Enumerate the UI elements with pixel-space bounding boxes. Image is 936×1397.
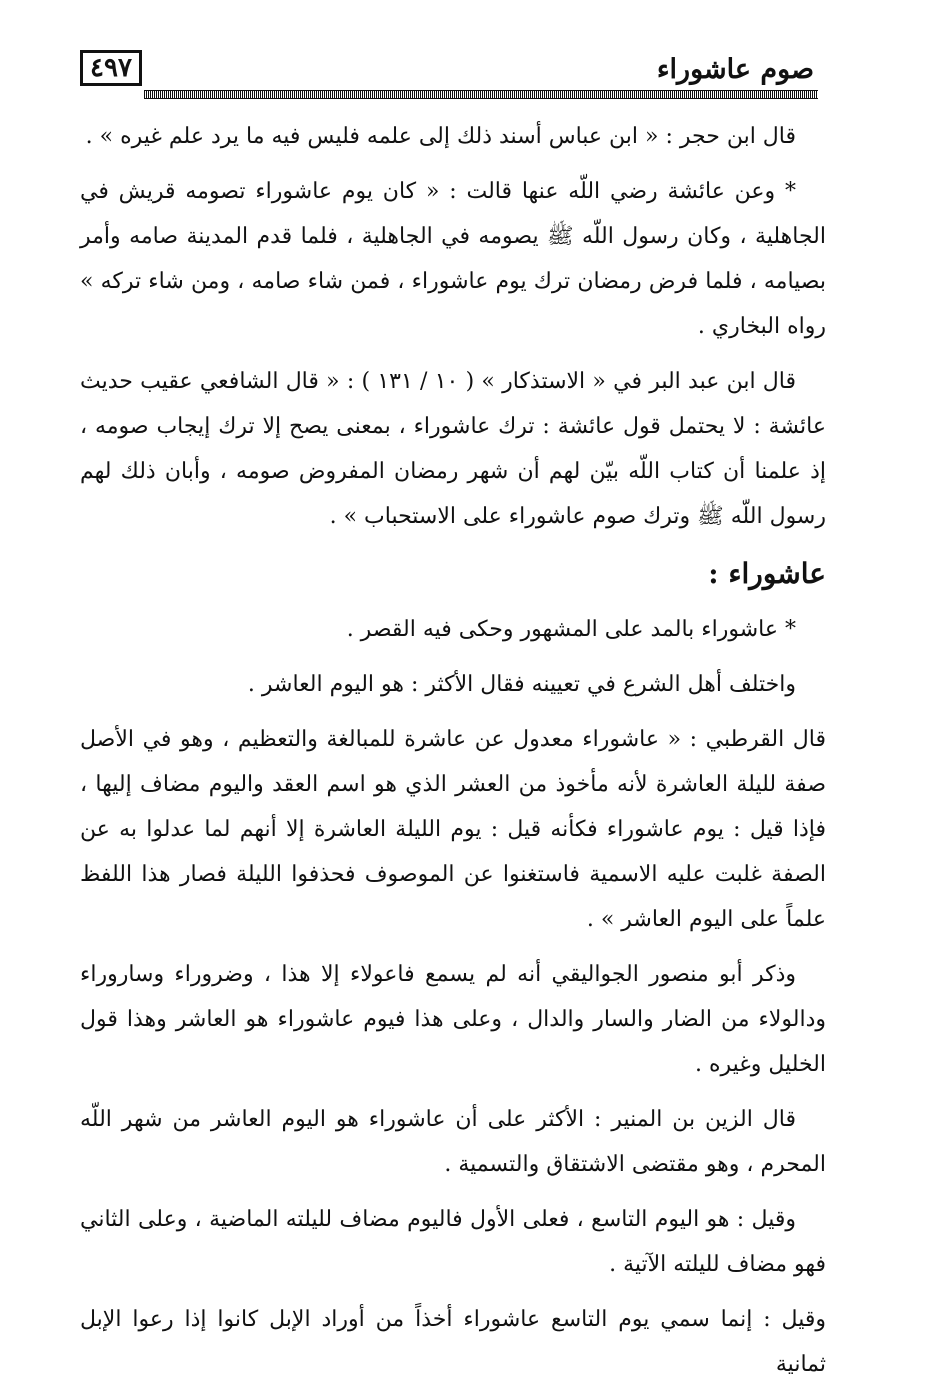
- paragraph-text: وقيل : إنما سمي يوم التاسع عاشوراء أخذاً من أوراد الإبل كانوا إذا رعوا الإبل ثمانية: [80, 1307, 827, 1377]
- running-title: صوم عاشوراء: [656, 54, 814, 85]
- paragraph-text: قال ابن حجر : « ابن عباس أسند ذلك إلى علمه فليس فيه ما يرد علم غيره » .: [85, 124, 796, 149]
- paragraph-text: واختلف أهل الشرع في تعيينه فقال الأكثر : هو اليوم العاشر .: [247, 672, 796, 697]
- paragraph-ikhtilaf: [80, 662, 826, 707]
- paragraph-awrad: [80, 1297, 826, 1387]
- paragraph-jawaliqi: [80, 952, 826, 1087]
- paragraph-text: * وعن عائشة رضي اللّه عنها قالت : « كان يوم عاشوراء تصومه قريش في الجاهلية ، وكان رسول اللّه ﷺ يصومه في الجاهلية ، فلما قدم المدينة صامه وأمر بصيامه ، فلما فرض رمضان ترك يوم عاشوراء ، فمن شاء صامه ، ومن شاء تركه » رواه البخاري .: [80, 179, 826, 339]
- paragraph-tasi: [80, 1197, 826, 1287]
- paragraph-text: قال الزين بن المنير : الأكثر على أن عاشوراء هو اليوم العاشر من شهر اللّه المحرم ، وهو مقتضى الاشتقاق والتسمية .: [80, 1107, 826, 1177]
- paragraph-text: وقيل : هو اليوم التاسع ، فعلى الأول فاليوم مضاف لليلته الماضية ، وعلى الثاني فهو مضاف لليلته الآتية .: [80, 1207, 826, 1277]
- page-header: [80, 40, 818, 100]
- page-number: ٤٩٧: [80, 50, 142, 86]
- paragraph-text: قال القرطبي : « عاشوراء معدول عن عاشرة للمبالغة والتعظيم ، وهو في الأصل صفة لليلة العاشرة لأنه مأخوذ من العشر الذي هو اسم العقد واليوم مضاف إليها ، فإذا قيل : يوم عاشوراء فكأنه قيل : يوم الليلة العاشرة إلا أنهم لما عدلوا به عن الصفة غلبت عليه الاسمية فاستغنوا عن الموصوف فحذفوا الليلة فصار هذا اللفظ علماً على اليوم العاشر » .: [80, 727, 826, 932]
- paragraph-text: وذكر أبو منصور الجواليقي أنه لم يسمع فاعولاء إلا هذا ، وضروراء وساروراء ودالولاء من الضار والسار والدال ، وعلى هذا فيوم عاشوراء هو العاشر وهذا قول الخليل وغيره .: [80, 962, 827, 1077]
- paragraph-aisha-hadith: [80, 169, 826, 349]
- section-heading: عاشوراء :: [708, 557, 826, 590]
- paragraph-ibn-hajar: [80, 114, 826, 159]
- paragraph-text: قال ابن عبد البر في « الاستذكار » ( ١٠ / ١٣١ ) : « قال الشافعي عقيب حديث عائشة : لا يحتمل قول عائشة : ترك عاشوراء ، بمعنى يصح إلا ترك إيجاب صومه ، إذ علمنا أن كتاب اللّه بيّن لهم أن شهر رمضان المفروض صومه ، وأبان ذلك لهم رسول اللّه ﷺ وترك صوم عاشوراء على الاستحباب » .: [80, 369, 827, 529]
- paragraph-qurtubi: [80, 717, 826, 942]
- paragraph-ibn-abd-al-barr: [80, 359, 826, 539]
- paragraph-text: * عاشوراء بالمد على المشهور وحكى فيه القصر .: [346, 617, 796, 642]
- page-body: [80, 114, 826, 1397]
- header-rule: [144, 90, 818, 99]
- paragraph-madd: [80, 607, 826, 652]
- paragraph-ibn-munir: [80, 1097, 826, 1187]
